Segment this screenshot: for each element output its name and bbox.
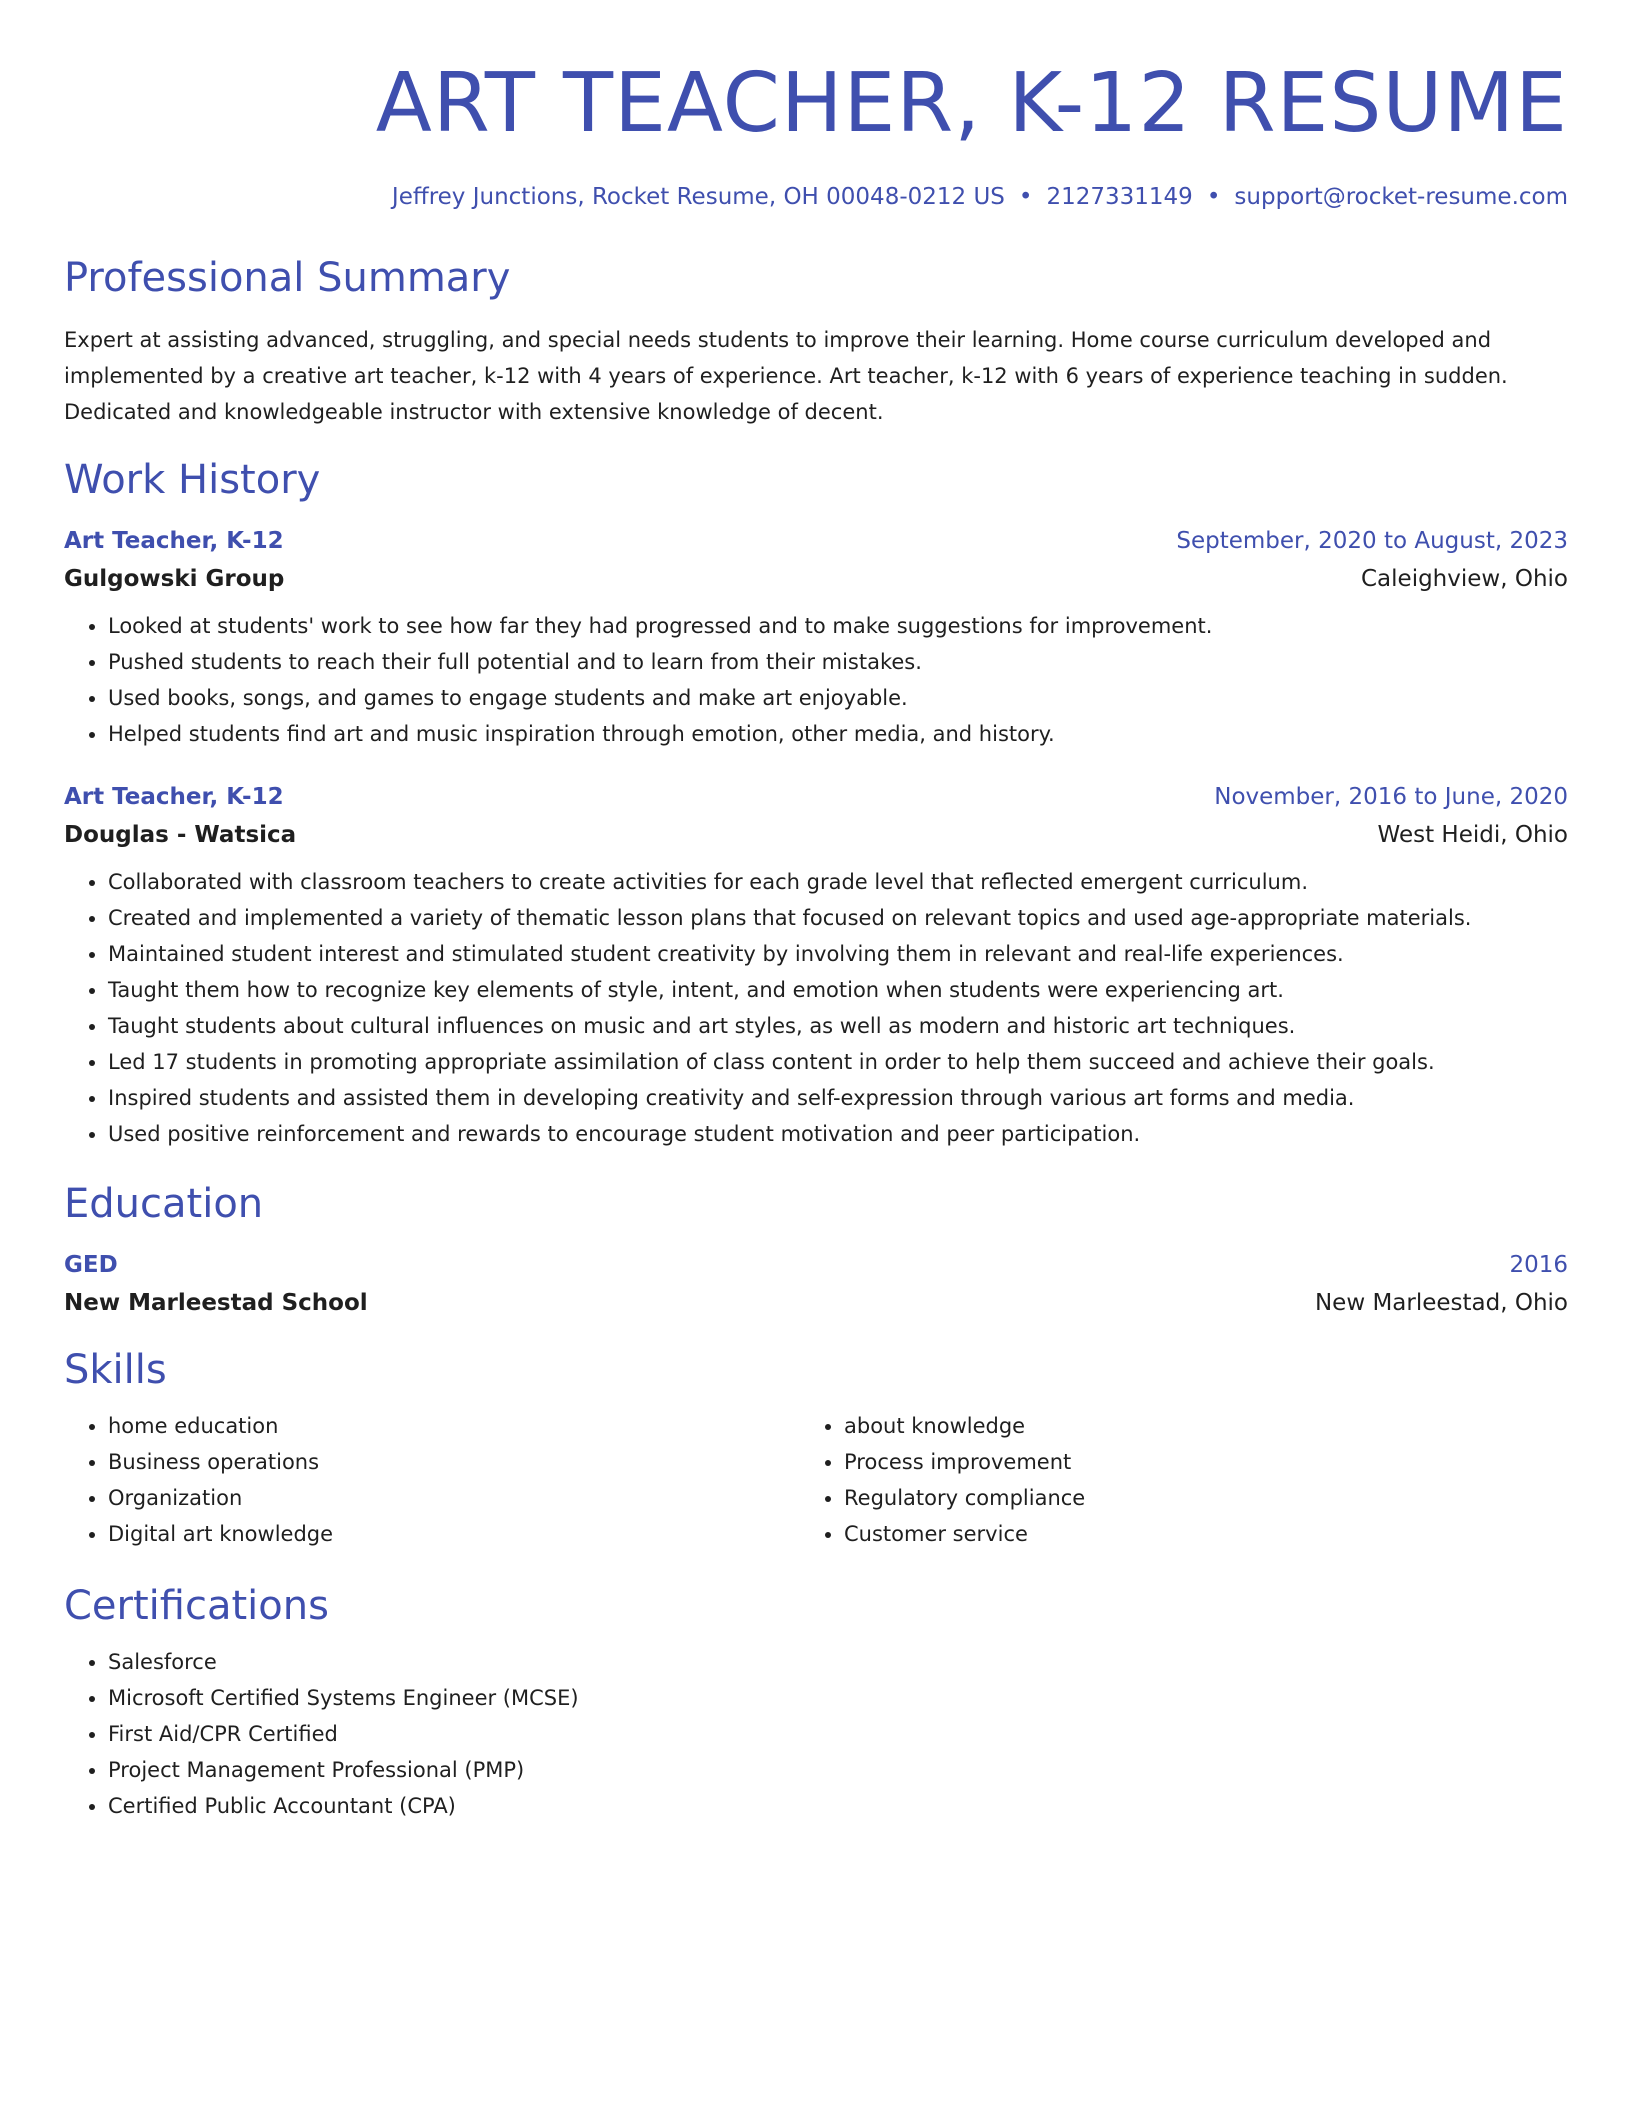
education-degree: GED xyxy=(64,1252,118,1278)
education-entry xyxy=(64,1250,1568,1318)
work-history-heading: Work History xyxy=(64,457,321,503)
skill-item: • Regulatory compliance xyxy=(844,1480,1536,1516)
certification-item: • Project Management Professional (PMP) xyxy=(108,1752,1568,1788)
summary-heading: Professional Summary xyxy=(64,255,511,301)
job-dates: November, 2016 to June, 2020 xyxy=(1214,784,1568,810)
job-role: Art Teacher, K-12 xyxy=(64,528,284,554)
contact-separator: • xyxy=(1018,184,1033,210)
duty-item: • Used positive reinforcement and rewards to encourage student motivation and peer participation. xyxy=(108,1116,1568,1152)
duty-item: • Helped students find art and music inspiration through emotion, other media, and history. xyxy=(108,716,1568,752)
certification-item: • Microsoft Certified Systems Engineer (MCSE) xyxy=(108,1680,1568,1716)
contact-email: support@rocket-resume.com xyxy=(1234,184,1568,210)
job-duties xyxy=(64,608,1568,752)
job-dates: September, 2020 to August, 2023 xyxy=(1176,528,1568,554)
job-entry xyxy=(64,526,1568,752)
duty-item: • Looked at students' work to see how far they had progressed and to make suggestions for improvement. xyxy=(108,608,1568,644)
skills-heading: Skills xyxy=(64,1347,167,1393)
job-location: Caleighview, Ohio xyxy=(1361,566,1568,592)
skill-item: • home education xyxy=(108,1408,800,1444)
education-heading: Education xyxy=(64,1181,264,1227)
duty-item: • Taught them how to recognize key elements of style, intent, and emotion when students were experiencing art. xyxy=(108,972,1568,1008)
contact-phone: 2127331149 xyxy=(1046,184,1193,210)
skill-item: • Process improvement xyxy=(844,1444,1536,1480)
certification-item: • Salesforce xyxy=(108,1644,1568,1680)
contact-separator: • xyxy=(1206,184,1221,210)
summary-text: Expert at assisting advanced, struggling, and special needs students to improve their learning. Home course curriculum developed and implemented by a creative art teacher, k-12 with 4 years of experience. Art teacher, k-12 with 6 years of experience teaching in sudden. Dedicated and knowledgeable instructor with extensive knowledge of decent. xyxy=(64,328,1508,424)
contact-line xyxy=(64,182,1568,212)
duty-item: • Inspired students and assisted them in developing creativity and self-expression through various art forms and media. xyxy=(108,1080,1568,1116)
duty-item: • Led 17 students in promoting appropriate assimilation of class content in order to help them succeed and achieve their goals. xyxy=(108,1044,1568,1080)
contact-address: Jeffrey Junctions, Rocket Resume, OH 00048-0212 US xyxy=(391,184,1005,210)
skill-item: • Customer service xyxy=(844,1516,1536,1552)
skill-item: • Organization xyxy=(108,1480,800,1516)
certification-item: • Certified Public Accountant (CPA) xyxy=(108,1788,1568,1824)
education-year: 2016 xyxy=(1509,1252,1568,1278)
job-company: Douglas - Watsica xyxy=(64,822,297,848)
certifications-heading: Certifications xyxy=(64,1583,329,1629)
resume-title: ART TEACHER, K-12 RESUME xyxy=(375,56,1568,151)
skill-item: • Digital art knowledge xyxy=(108,1516,800,1552)
certifications-list xyxy=(64,1644,1568,1824)
skills-column-right xyxy=(800,1408,1536,1552)
job-entry xyxy=(64,782,1568,1152)
education-location: New Marleestad, Ohio xyxy=(1314,1290,1568,1316)
skills-list xyxy=(800,1408,1536,1552)
duty-item: • Used books, songs, and games to engage students and make art enjoyable. xyxy=(108,680,1568,716)
job-company: Gulgowski Group xyxy=(64,566,285,592)
resume-header xyxy=(64,56,1568,212)
job-role: Art Teacher, K-12 xyxy=(64,784,284,810)
skill-item: • about knowledge xyxy=(844,1408,1536,1444)
skills-grid xyxy=(64,1408,1568,1552)
job-duties xyxy=(64,864,1568,1152)
duty-item: • Taught students about cultural influences on music and art styles, as well as modern and historic art techniques. xyxy=(108,1008,1568,1044)
skill-item: • Business operations xyxy=(108,1444,800,1480)
skills-column-left xyxy=(64,1408,800,1552)
duty-item: • Collaborated with classroom teachers to create activities for each grade level that reflected emergent curriculum. xyxy=(108,864,1568,900)
certification-item: • First Aid/CPR Certified xyxy=(108,1716,1568,1752)
duty-item: • Pushed students to reach their full potential and to learn from their mistakes. xyxy=(108,644,1568,680)
duty-item: • Created and implemented a variety of thematic lesson plans that focused on relevant topics and used age-appropriate materials. xyxy=(108,900,1568,936)
job-location: West Heidi, Ohio xyxy=(1377,822,1568,848)
skills-list xyxy=(64,1408,800,1552)
education-school: New Marleestad School xyxy=(64,1290,368,1316)
duty-item: • Maintained student interest and stimulated student creativity by involving them in relevant and real-life experiences. xyxy=(108,936,1568,972)
